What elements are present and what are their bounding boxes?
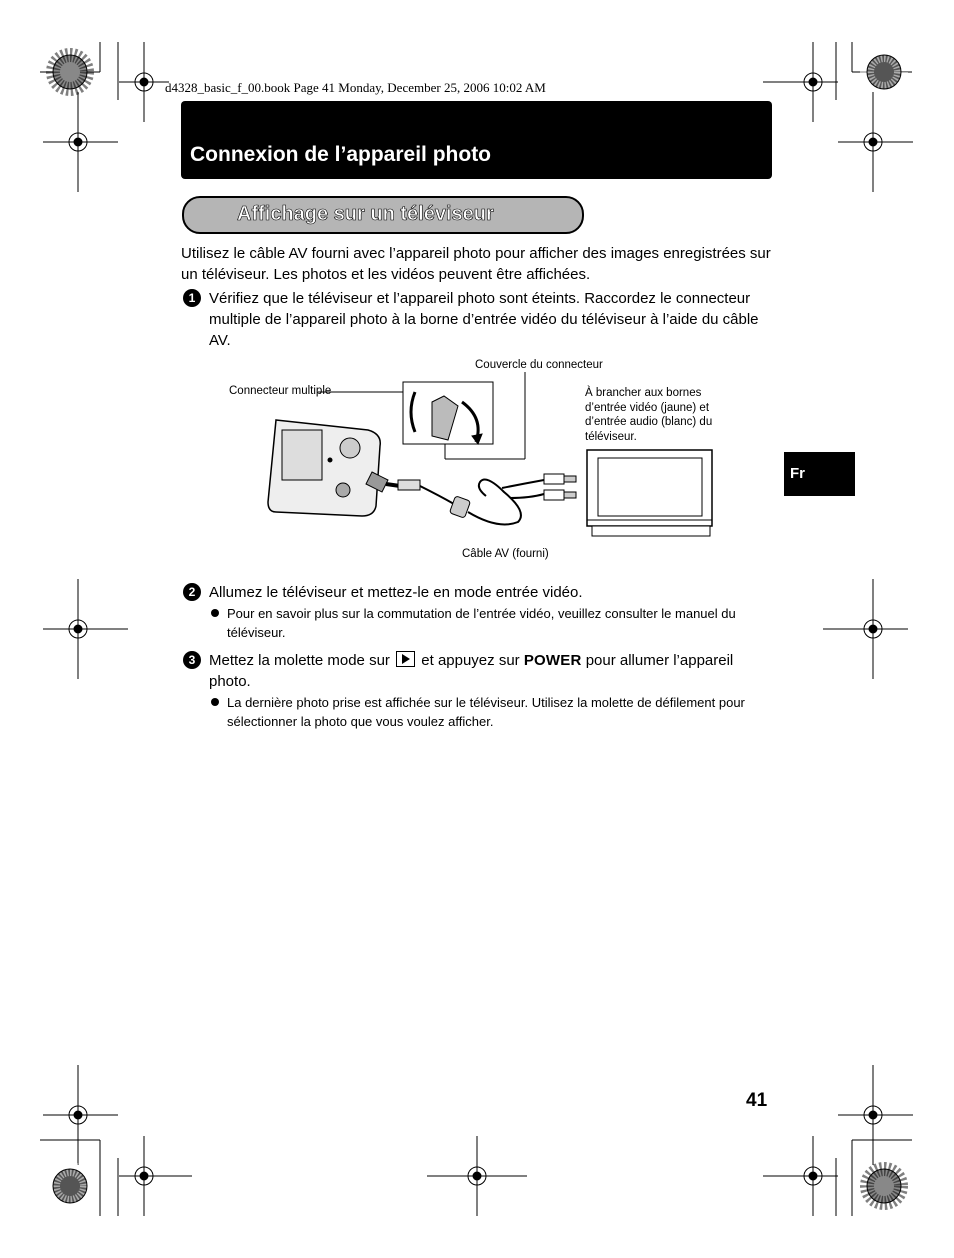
page-title: Connexion de l’appareil photo <box>190 143 492 166</box>
label-av-cable: Câble AV (fourni) <box>462 548 549 560</box>
step-2-text: Allumez le téléviseur et mettez-le en mode entrée vidéo. <box>209 584 583 601</box>
playback-icon <box>396 651 415 667</box>
step-3-text <box>209 650 774 692</box>
step-1-number: 1 <box>183 289 201 307</box>
step-3-number: 3 <box>183 651 201 669</box>
intro-paragraph: Utilisez le câble AV fourni avec l’appareil photo pour afficher des images enregistrées sur un téléviseur. Les photos et les vidéos peuvent être affichées. <box>181 245 771 283</box>
step-2-note <box>211 604 774 644</box>
book-header-line: d4328_basic_f_00.book Page 41 Monday, December 25, 2006 10:02 AM <box>165 80 546 95</box>
label-tv-line: d’entrée vidéo (jaune) et <box>585 401 710 414</box>
power-button-label: POWER <box>523 652 582 669</box>
step-2-note-text: Pour en savoir plus sur la commutation de l’entrée vidéo, veuillez consulter le manuel du téléviseur. <box>227 606 736 640</box>
language-tab <box>784 452 855 496</box>
label-cover: Couvercle du connecteur <box>475 359 603 371</box>
bullet-dot-icon <box>211 609 219 617</box>
step-3-note-text: La dernière photo prise est affichée sur le téléviseur. Utilisez la molette de défilement pour sélectionner la photo que vous voulez afficher. <box>227 695 745 729</box>
step-2-number: 2 <box>183 583 201 601</box>
language-tab-label: Fr <box>790 465 805 482</box>
step-1-text: Vérifiez que le téléviseur et l’appareil photo sont éteints. Raccordez le connecteur multiple de l’appareil photo à la borne d’entrée vidéo du téléviseur à l’aide du câble AV. <box>209 290 759 349</box>
label-tv-line: téléviseur. <box>585 430 637 443</box>
page-number: 41 <box>746 1090 768 1111</box>
label-tv-line: À brancher aux bornes <box>585 387 702 399</box>
label-multi-connector: Connecteur multiple <box>229 385 332 397</box>
step-3-text-middle: et appuyez sur <box>421 652 520 669</box>
step-3-note <box>211 693 774 733</box>
step-3-text-before: Mettez la molette mode sur <box>209 652 390 669</box>
section-title: Affichage sur un téléviseur <box>237 203 494 225</box>
bullet-dot-icon <box>211 698 219 706</box>
label-tv-line: d’entrée audio (blanc) du <box>585 416 713 428</box>
step-3-text-after: pour allumer l’appareil photo. <box>209 652 734 690</box>
